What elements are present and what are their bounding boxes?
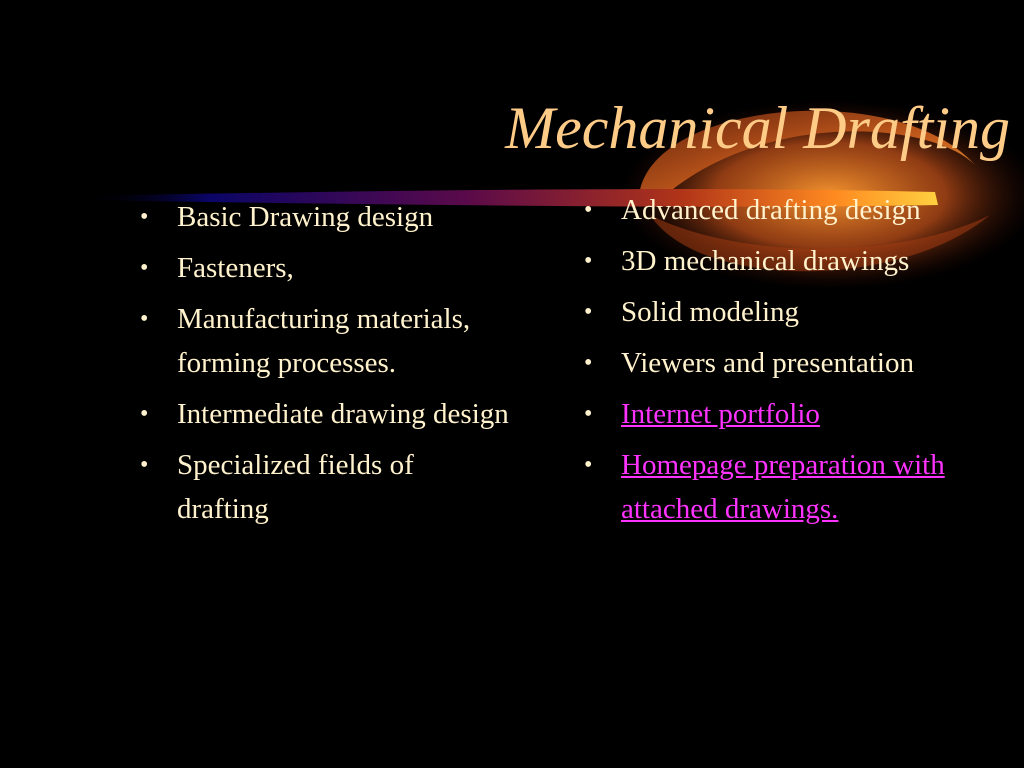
internet-portfolio-link[interactable]: Internet portfolio (621, 398, 820, 430)
right-bullet-list (584, 188, 1004, 538)
bullet-icon: • (584, 248, 593, 274)
list-item (584, 392, 1004, 436)
list-item (140, 443, 510, 531)
list-item (584, 290, 1004, 334)
bullet-icon: • (140, 306, 149, 332)
list-item-text: Specialized fields of drafting (177, 449, 414, 525)
bullet-icon: • (584, 452, 593, 478)
bullet-icon: • (584, 350, 593, 376)
list-item-text: Viewers and presentation (621, 347, 914, 379)
bullet-icon: • (584, 401, 593, 427)
bullet-icon: • (140, 255, 149, 281)
bullet-icon: • (584, 299, 593, 325)
left-bullet-list (140, 195, 510, 538)
list-item (584, 239, 1004, 283)
list-item (140, 297, 510, 385)
bullet-icon: • (140, 204, 149, 230)
slide-title: Mechanical Drafting (505, 95, 1010, 161)
list-item (140, 246, 510, 290)
list-item (584, 341, 1004, 385)
list-item-text: 3D mechanical drawings (621, 245, 910, 277)
list-item (584, 188, 1004, 232)
list-item (140, 392, 510, 436)
list-item (140, 195, 510, 239)
list-item-text: Advanced drafting design (621, 194, 921, 226)
list-item-text: Fasteners, (177, 252, 294, 284)
list-item-text: Solid modeling (621, 296, 800, 328)
list-item-text: Basic Drawing design (177, 201, 434, 233)
list-item (584, 443, 1004, 531)
bullet-icon: • (140, 452, 149, 478)
bullet-icon: • (584, 197, 593, 223)
list-item-text: Intermediate drawing design (177, 398, 509, 430)
list-item-text: Manufacturing materials, forming processes. (177, 303, 471, 379)
bullet-icon: • (140, 401, 149, 427)
homepage-preparation-link[interactable]: Homepage preparation with attached drawings. (621, 449, 945, 525)
